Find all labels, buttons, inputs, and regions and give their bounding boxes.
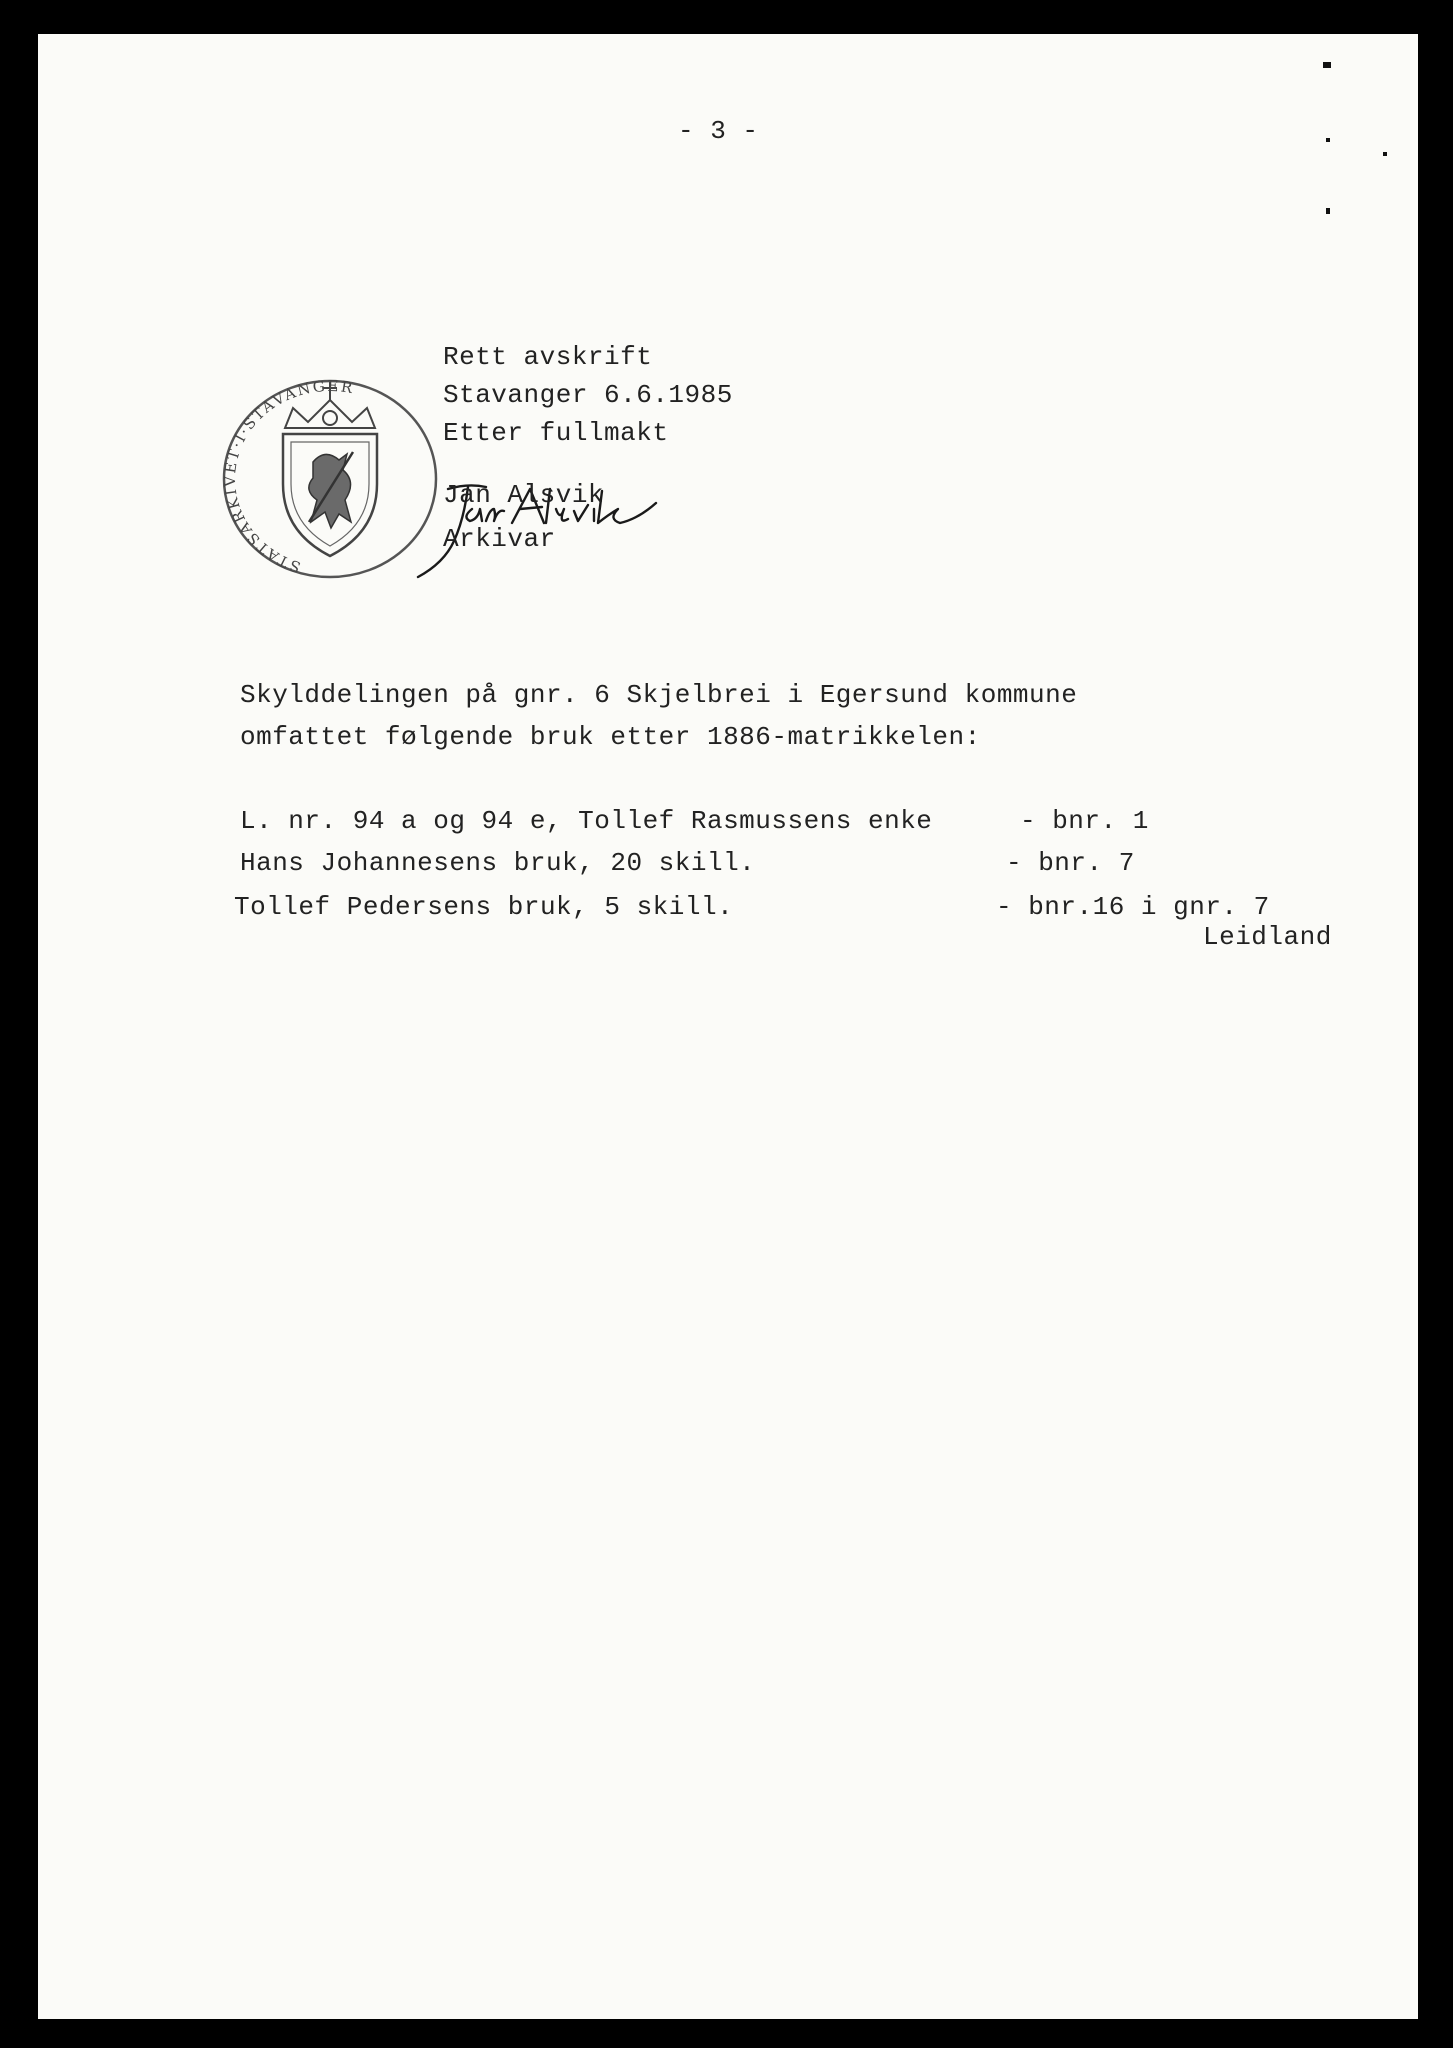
certifier-title: Arkivar xyxy=(443,524,556,554)
scan-speck xyxy=(1383,152,1387,156)
scan-speck xyxy=(1326,138,1330,142)
entry-1-text: L. nr. 94 a og 94 e, Tollef Rasmussens enke xyxy=(240,806,933,836)
scan-speck xyxy=(1323,62,1331,68)
entry-3-ref: - bnr.16 i gnr. 7 xyxy=(996,892,1270,922)
page-number: - 3 - xyxy=(678,116,759,146)
intro-line-1: Skylddelingen på gnr. 6 Skjelbrei i Egersund kommune xyxy=(240,680,1078,710)
scan-speck xyxy=(1326,208,1330,214)
entry-2-text: Hans Johannesens bruk, 20 skill. xyxy=(240,848,756,878)
entry-1-ref: - bnr. 1 xyxy=(1020,806,1149,836)
entry-2-ref: - bnr. 7 xyxy=(1006,848,1135,878)
certifier-name: Jan Alsvik xyxy=(443,480,605,510)
entry-3-text: Tollef Pedersens bruk, 5 skill. xyxy=(234,892,734,922)
certification-authority: Etter fullmakt xyxy=(443,418,669,448)
document-page xyxy=(38,34,1418,2019)
certification-line-1: Rett avskrift xyxy=(443,342,653,372)
entry-3-continuation: Leidland xyxy=(1203,922,1332,952)
intro-line-2: omfattet følgende bruk etter 1886-matrikkelen: xyxy=(240,722,981,752)
svg-text:STATSARKIVET·I·STAVANGER: STATSARKIVET·I·STAVANGER xyxy=(220,376,356,577)
certification-place-date: Stavanger 6.6.1985 xyxy=(443,380,733,410)
